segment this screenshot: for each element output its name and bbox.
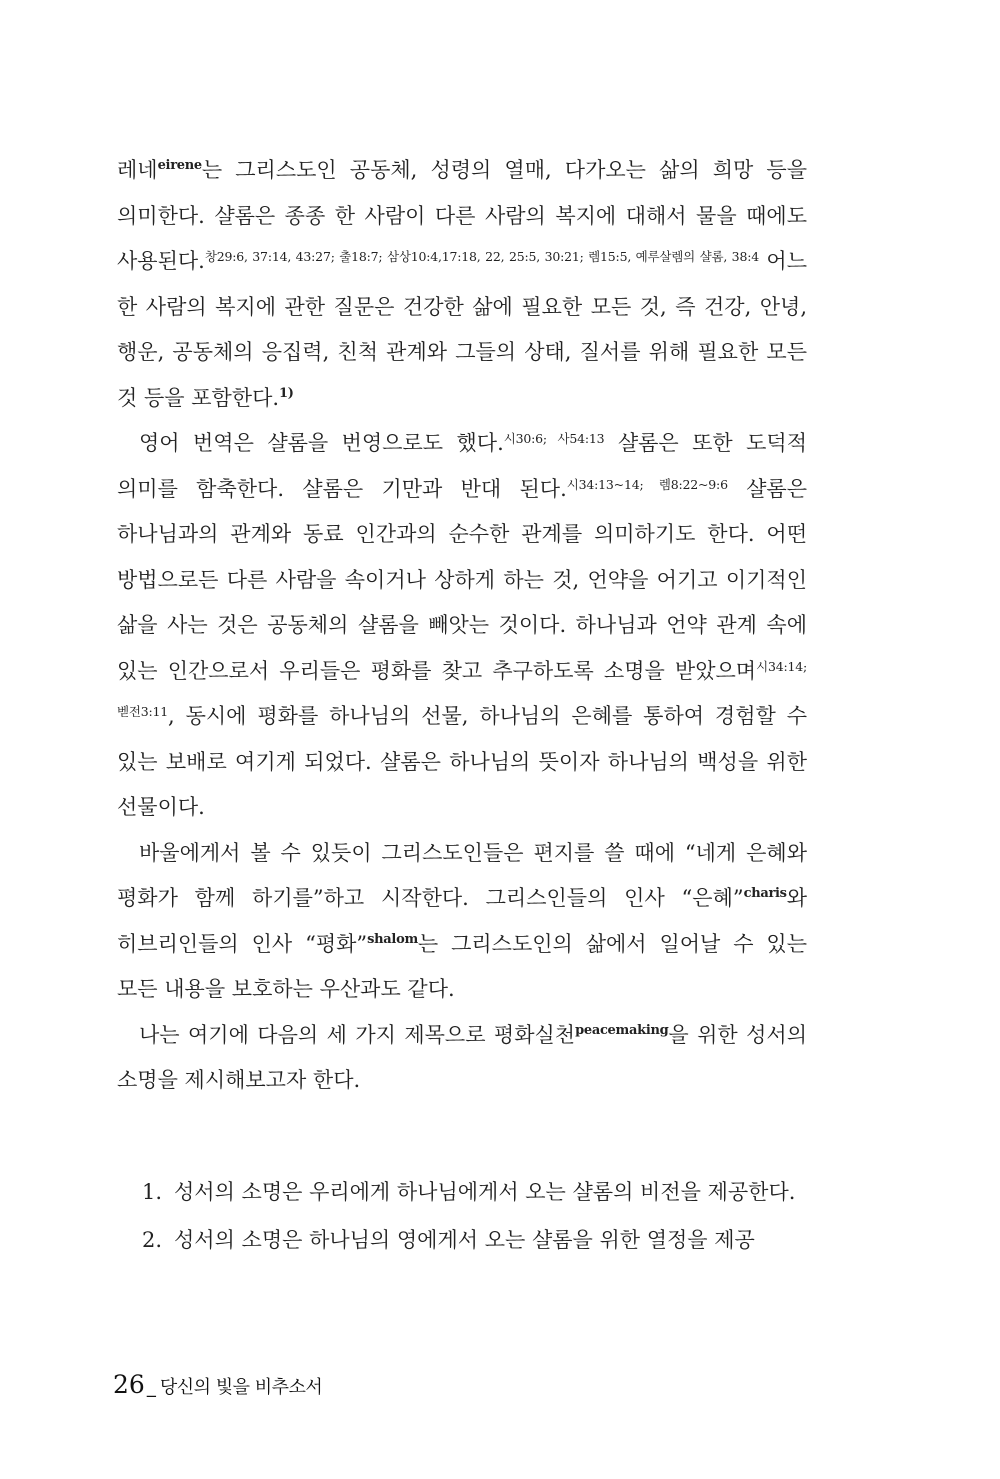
scripture-reference: 시34:13~14; 렘8:22~9:6: [566, 476, 728, 492]
list-item: [142, 1216, 808, 1264]
paragraph-1: 레네$^{eirene}$는 그리스도인 공동체, 성령의 열매, 다가오는 삶의 희망 등을 의미한다. 샬롬은 종종 한 사람이 다른 사람의 복지에 대해서 물을 때에도 사용된다.$^{창29:6, 37:14, 43:27; 출18:7; 삼상10:4,17:18, 22, 25:5, 30:21; 렘15:5, 예루살렘의 샬롬, 38:4}$ 어느 한 사람의 복지에 관한 질문은 건강한 삶에 필요한 모든 것, 즉 건강, 안녕, 행운, 공동체의 응집력, 친척 관계와 그들의 상태, 질서를 위해 필요한 모든 것 등을 포함한다.$^{1)}$: [117, 158, 808, 410]
list-text: 성서의 소명은 우리에게 하나님에게서 오는 샬롬의 비전을 제공한다.: [174, 1180, 796, 1204]
book-title: 당신의 빛을 비추소서: [159, 1377, 323, 1398]
body-text: [117, 148, 807, 1104]
page-footer: [113, 1370, 322, 1399]
numbered-list: [142, 1168, 808, 1264]
footer-separator: _: [146, 1377, 156, 1398]
term-charis: charis: [743, 886, 787, 901]
paragraph-4: 나는 여기에 다음의 세 가지 제목으로 평화실천$^{peacemaking}$을 위한 성서의 소명을 제시해보고자 한다.: [117, 1022, 807, 1092]
footnote-marker: 1): [279, 385, 294, 401]
term-shalom: shalom: [367, 931, 418, 947]
term-peacemaking: peacemaking: [575, 1022, 669, 1038]
term-eirene: eirene: [157, 158, 202, 173]
paragraph-2: 영어 번역은 샬롬을 번영으로도 했다.$^{시30:6; 사54:13}$ 샬롬은 또한 도덕적 의미를 함축한다. 샬롬은 기만과 반대 된다.$^{시34:13\sim 14; 렘8:22\sim 9:6}$ 샬롬은 하나님과의 관계와 동료 인간과의 순수한 관계를 의미하기도 한다. 어떤 방법으로든 다른 사람을 속이거나 상하게 하는 것, 언약을 어기고 이기적인 삶을 사는 것은 공동체의 샬롬을 빼앗는 것이다. 하나님과 언약 관계 속에 있는 인간으로서 우리들은 평화를 찾고 추구하도록 소명을 받았으며$^{시34:14; 벧전3:11}$, 동시에 평화를 하나님의 선물, 하나님의 은혜를 통하여 경험할 수 있는 보배로 여기게 되었다. 샬롬은 하나님의 뜻이자 하나님의 백성을 위한 선물이다.: [117, 431, 808, 819]
paragraph-3: 바울에게서 볼 수 있듯이 그리스도인들은 편지를 쓸 때에 “네게 은혜와 평화가 함께 하기를”하고 시작한다. 그리스인들의 인사 “은혜”$^{charis}$와 히브리인들의 인사 “평화”$^{shalom}$는 그리스도인의 삶에서 일어날 수 있는 모든 내용을 보호하는 우산과도 같다.: [117, 840, 807, 1001]
list-text: 성서의 소명은 하나님의 영에게서 오는 샬롬을 위한 열정을 제공: [174, 1228, 755, 1252]
list-number: 2.: [142, 1228, 163, 1252]
list-item: [142, 1168, 808, 1216]
scripture-reference: 창29:6, 37:14, 43:27; 출18:7; 삼상10:4,17:18, 22, 25:5, 30:21; 렘15:5, 예루살렘의 샬롬, 38:4: [204, 249, 759, 264]
list-number: 1.: [142, 1180, 163, 1204]
scripture-reference: 시30:6; 사54:13: [503, 431, 605, 446]
scripture-reference: 시34:14; 벧전3:11: [117, 658, 807, 719]
page-number: 26: [113, 1370, 145, 1399]
